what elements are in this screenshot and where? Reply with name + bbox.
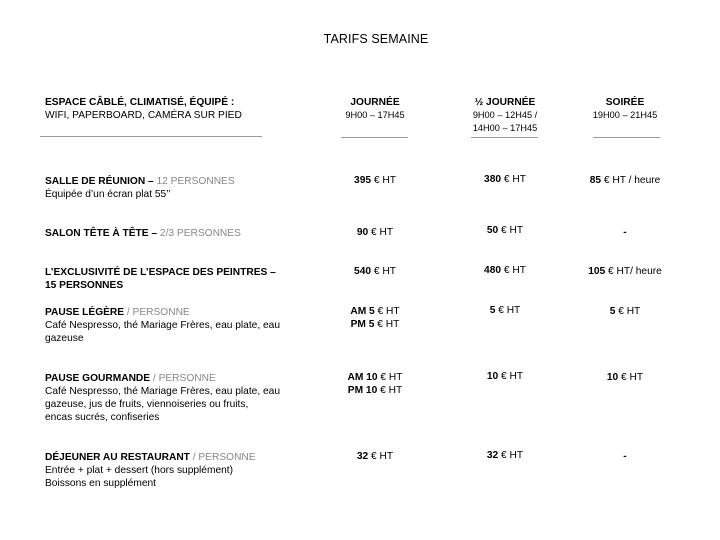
page-title: TARIFS SEMAINE [323, 32, 429, 46]
item-unit: / PERSONNE [124, 307, 190, 318]
space-equipment: WIFI, PAPERBOARD, CAMÉRA SUR PIED [45, 110, 242, 121]
price-soiree: 5 € HT [609, 306, 641, 317]
price-soiree: - [623, 227, 627, 238]
item-description: Équipée d’un écran plat 55’’ [45, 189, 171, 200]
column-hours: 9H00 – 17H45 [345, 110, 405, 120]
column-hours: 19H00 – 21H45 [592, 110, 658, 120]
column-header-soiree [575, 96, 675, 122]
item-name: PAUSE GOURMANDE [45, 373, 151, 384]
price-demi-journee: 380 € HT [484, 174, 526, 185]
column-hours: 9H00 – 12H45 / [472, 110, 538, 120]
price-soiree: 105 € HT/ heure [588, 266, 662, 277]
price-journee: AM 10 € HT PM 10 € HT [347, 372, 403, 396]
price-soiree: - [623, 451, 627, 462]
price-soiree: 85 € HT / heure [589, 175, 661, 186]
item-description: Café Nespresso, thé Mariage Frères, eau plate, eau [45, 386, 281, 397]
column-label: SOIRÉE [605, 97, 645, 108]
item-description: Entrée + plat + dessert (hors supplément) [45, 465, 234, 476]
price-demi-journee: 50 € HT [486, 225, 524, 236]
row-dejeuner-restaurant [45, 451, 315, 490]
price-journee: 90 € HT [356, 227, 394, 238]
item-unit: / PERSONNE [189, 452, 256, 463]
space-description [45, 96, 315, 122]
column-hours: 14H00 – 17H45 [472, 123, 538, 133]
price-soiree: 10 € HT [606, 372, 644, 383]
column-header-journee [325, 96, 425, 122]
item-name: PAUSE LÉGÈRE [45, 307, 125, 318]
price-demi-journee: 32 € HT [486, 450, 524, 461]
price-demi-journee: 10 € HT [486, 371, 524, 382]
price-journee: 395 € HT [354, 175, 396, 186]
row-pause-gourmande [45, 372, 315, 424]
item-description: gazeuse, jus de fruits, viennoiseries ou fruits, [45, 399, 249, 410]
item-name: DÉJEUNER AU RESTAURANT [45, 452, 190, 463]
header-rule-demi-journee [471, 137, 538, 138]
price-demi-journee: 480 € HT [484, 265, 526, 276]
item-unit: / PERSONNE [150, 373, 216, 384]
item-description: Café Nespresso, thé Mariage Frères, eau plate, eau [45, 320, 281, 331]
item-capacity: 2/3 PERSONNES [157, 228, 241, 239]
item-capacity: 12 PERSONNES [153, 176, 235, 187]
item-name: SALLE DE RÉUNION – [45, 176, 154, 187]
price-demi-journee: 5 € HT [489, 305, 521, 316]
item-name: SALON TÊTE À TÊTE – [45, 228, 158, 239]
row-exclusivite-espace [45, 266, 315, 292]
price-journee: AM 5 € HT PM 5 € HT [350, 306, 400, 330]
space-title: ESPACE CÂBLÉ, CLIMATISÉ, ÉQUIPÉ : [45, 97, 235, 108]
price-journee: 540 € HT [354, 266, 396, 277]
column-label: ½ JOURNÉE [474, 97, 536, 108]
header-rule-left [40, 136, 262, 137]
row-salle-de-reunion [45, 175, 315, 201]
column-label: JOURNÉE [350, 97, 400, 108]
column-header-demi-journee [455, 96, 555, 135]
header-rule-journee [341, 137, 408, 138]
item-name: L’EXCLUSIVITÉ DE L’ESPACE DES PEINTRES – [45, 267, 276, 278]
row-pause-legere [45, 306, 315, 345]
row-salon-tete-a-tete [45, 227, 315, 240]
item-description: Boissons en supplément [45, 478, 156, 489]
item-description: encas sucrés, confiseries [45, 412, 160, 423]
header-rule-soiree [593, 137, 660, 138]
item-name-continued: 15 PERSONNES [45, 280, 124, 291]
price-journee: 32 € HT [356, 451, 394, 462]
item-description: gazeuse [45, 333, 84, 344]
